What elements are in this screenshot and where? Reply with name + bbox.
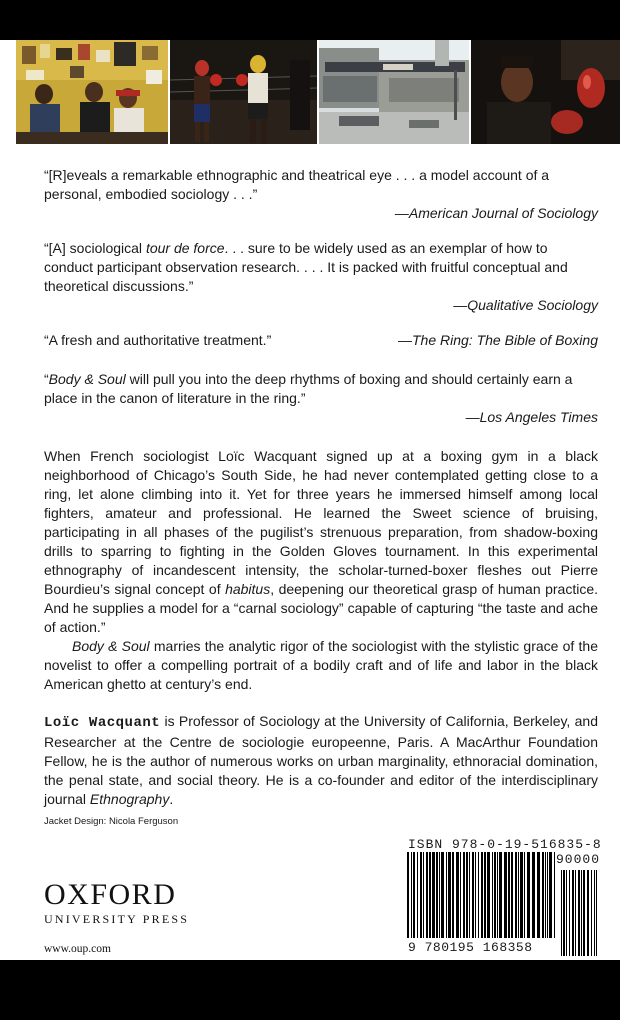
barcode-bar <box>497 852 498 938</box>
barcode-bar <box>456 852 459 938</box>
photo-strip <box>16 40 620 144</box>
barcode-bar <box>527 852 530 938</box>
barcode-bar <box>494 852 496 938</box>
barcode-bar <box>448 852 451 938</box>
barcode-bar <box>460 852 461 938</box>
barcode-bar <box>407 852 409 938</box>
barcode-bar <box>532 852 535 938</box>
text-content <box>44 166 598 809</box>
barcode-bar <box>432 852 435 938</box>
barcode-bar <box>578 870 580 956</box>
review-quote-source: —Los Angeles Times <box>465 409 598 425</box>
review-quote-text: “[R]eveals a remarkable ethnographic and theatrical eye . . . a model account of a personal, embodied sociology . . .” <box>44 167 550 202</box>
barcode-bar <box>441 852 444 938</box>
barcode-bar <box>481 852 483 938</box>
photo-sparring <box>170 40 318 144</box>
barcode-bar <box>478 852 479 938</box>
barcode-bar <box>492 852 493 938</box>
review-quote-1 <box>44 166 598 223</box>
barcode-bar <box>566 870 567 956</box>
barcode-bar <box>549 852 552 938</box>
barcode-bar <box>591 870 592 956</box>
barcode-bar <box>439 852 440 938</box>
review-quote-4 <box>44 370 598 427</box>
barcode-bar <box>463 852 465 938</box>
barcode-bar <box>411 852 412 938</box>
barcode-bar <box>572 870 574 956</box>
barcode-bar <box>436 852 438 938</box>
barcode-bar <box>504 852 507 938</box>
barcode-bar <box>542 852 544 938</box>
photo-gym-office <box>16 40 168 144</box>
barcode-bar <box>484 852 486 938</box>
publisher-logo <box>44 880 189 955</box>
barcode-bar <box>596 870 597 956</box>
description-paragraph-2: Body & Soul marries the analytic rigor of the sociologist with the stylistic grace of the novelist to offer a compelling portrait of a bodily craft and of life and labor in the black American ghetto at century’s end. <box>44 638 598 692</box>
barcode-bar <box>423 852 424 938</box>
barcode-bar <box>520 852 523 938</box>
barcode-bar <box>537 852 540 938</box>
barcode-bar <box>466 852 468 938</box>
jacket-credit: Jacket Design: Nicola Ferguson <box>44 816 179 827</box>
price-code: 90000 <box>555 852 600 867</box>
barcode-bar <box>524 852 525 938</box>
barcode-bar <box>487 852 490 938</box>
barcode-bar <box>547 852 548 938</box>
barcode-bar <box>475 852 476 938</box>
barcode-bar <box>563 870 565 956</box>
barcode-bar <box>472 852 474 938</box>
review-quote-text: “[A] sociological tour de force. . . sure to be widely used as an exemplar of how to conduct participant observation research. . . . It is packed with fruitful conceptual and theoretical discussions.” <box>44 240 568 294</box>
barcode-bar <box>452 852 454 938</box>
isbn-label: ISBN 978-0-19-516835-8 <box>408 837 602 852</box>
barcode-bar <box>515 852 517 938</box>
review-quote-2 <box>44 239 598 315</box>
publisher-sub: UNIVERSITY PRESS <box>44 912 190 926</box>
author-name: Loïc Wacquant <box>44 715 161 731</box>
barcode-bar <box>587 870 589 956</box>
barcode-bar <box>429 852 431 938</box>
review-quote-source: —Qualitative Sociology <box>453 297 598 313</box>
barcode-bar <box>417 852 418 938</box>
barcode-bar <box>575 870 576 956</box>
barcode-bar <box>545 852 546 938</box>
barcode-bar <box>508 852 510 938</box>
barcode-bar <box>594 870 595 956</box>
barcode-bar <box>446 852 447 938</box>
back-cover <box>0 40 620 960</box>
ean-number: 9 780195 168358 <box>408 940 533 955</box>
photo-street <box>319 40 469 144</box>
barcode-bar <box>554 852 555 938</box>
barcode-bar <box>581 870 582 956</box>
author-bio: Loïc Wacquant is Professor of Sociology at the University of California, Berkeley, and Researcher at the Centre de sociologie europeenne, Paris. A MacArthur Foundation Fellow, he is the author of numerous works on urban marginality, ethnoracial domination, the penal state, and social theory. He is a co-founder and editor of the interdisciplinary journal Ethnography. <box>44 713 598 807</box>
review-quote-text: “A fresh and authoritative treatment.” <box>44 332 272 348</box>
review-quote-source: —American Journal of Sociology <box>394 205 598 221</box>
barcode-bar <box>499 852 502 938</box>
review-quote-text: “Body & Soul will pull you into the deep rhythms of boxing and should certainly earn a place in the canon of literature in the ring.” <box>44 371 573 406</box>
review-quote-source: —The Ring: The Bible of Boxing <box>398 332 598 348</box>
barcode-bar <box>561 870 562 956</box>
barcode-bar <box>469 852 470 938</box>
publisher-url[interactable]: www.oup.com <box>44 943 111 955</box>
description-paragraph-1: When French sociologist Loïc Wacquant signed up at a boxing gym in a black neighborhood of Chicago’s South Side, he had never contemplated getting close to a ring, let alone climbing into it. Yet for three years he immersed himself among local fighters, amateur and professional. He learned the Sweet science of bruising, participating in all phases of the pugilist’s strenuous preparation, from shadow-boxing drills to sparring to fighting in the Golden Gloves tournament. In this experimental ethnography of incandescent intensity, the scholar-turned-boxer fleshes out Pierre Bourdieu’s signal concept of habitus, deepening our theoretical grasp of human practice. And he supplies a model for a “carnal sociology” capable of capturing “the taste and ache of action.” <box>44 448 599 635</box>
barcode-bar <box>420 852 422 938</box>
photo-speed-bag <box>471 40 620 144</box>
barcode-bar <box>569 870 570 956</box>
review-quote-3 <box>44 331 598 350</box>
barcode-bar <box>583 870 585 956</box>
barcode-bar <box>426 852 428 938</box>
barcode-bar <box>518 852 519 938</box>
barcode-bar <box>413 852 415 938</box>
publisher-name: OXFORD <box>44 878 177 911</box>
barcode-bar <box>511 852 513 938</box>
